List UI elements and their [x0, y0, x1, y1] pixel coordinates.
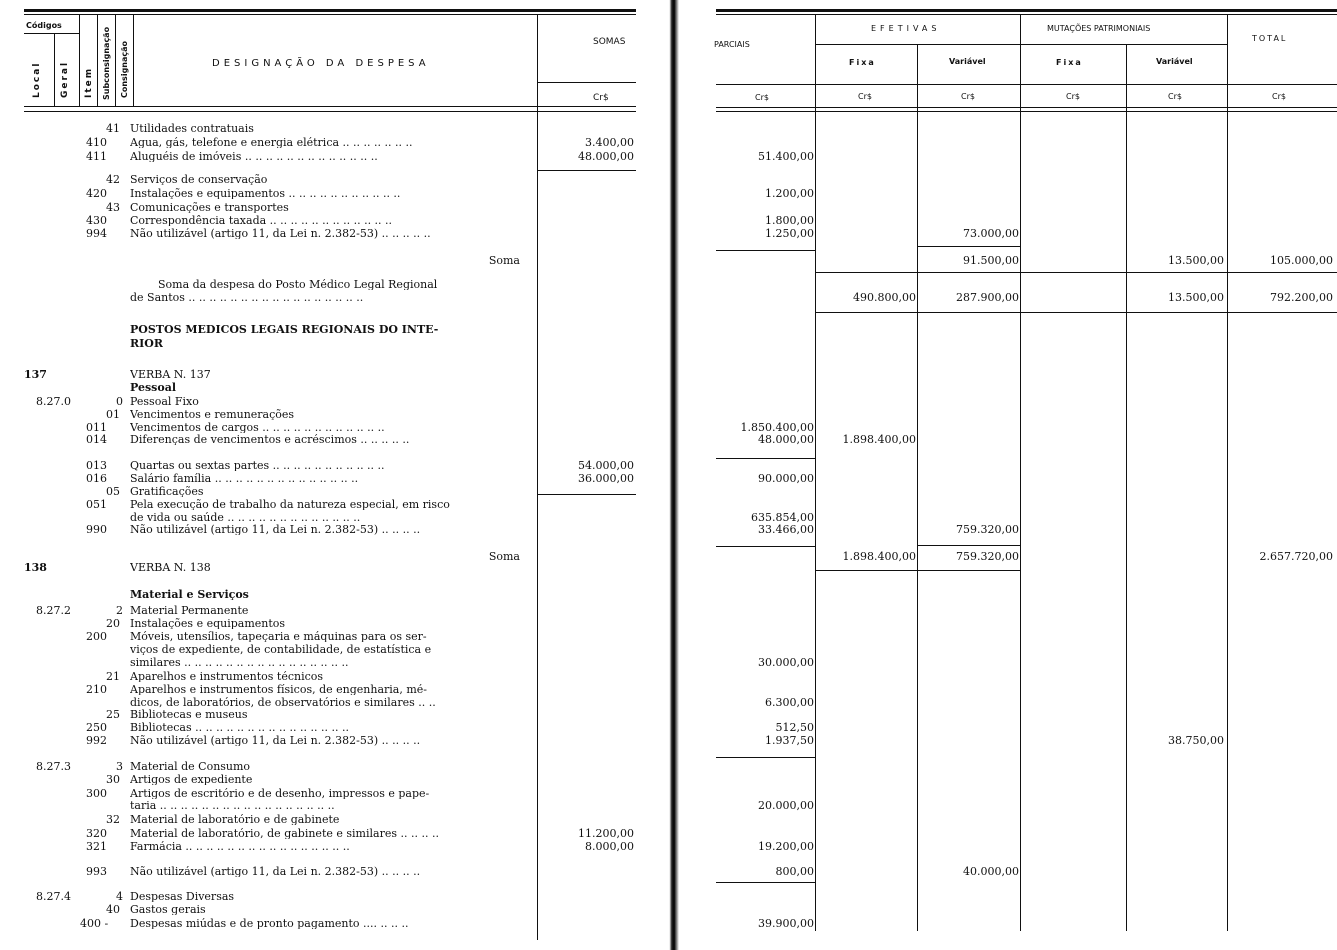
- row-description: Farmácia .. .. .. .. .. .. .. .. .. .. .. .. .. .. .. ..: [130, 841, 350, 852]
- row-parcial-value: 1.937,50: [765, 734, 814, 747]
- row-parcial-value: 51.400,00: [758, 150, 814, 163]
- row-total-value: 792.200,00: [1270, 291, 1333, 304]
- row-item-code: 992: [86, 734, 107, 747]
- row-item-code: 014: [86, 433, 107, 446]
- row-mutacao-variavel-value: 13.500,00: [1168, 291, 1224, 304]
- row-item-code: 016: [86, 472, 107, 485]
- row-item-code: 20: [106, 617, 120, 630]
- row-parcial-value: 512,50: [775, 721, 814, 734]
- total-header: TOTAL: [1252, 34, 1288, 43]
- col-sep-somas: [537, 14, 538, 940]
- row-description: Aparelhos e instrumentos físicos, de engenharia, mé-: [130, 684, 427, 695]
- row-item-code: 2: [116, 604, 123, 617]
- row-description: Salário família .. .. .. .. .. .. .. .. .. .. .. .. .. ..: [130, 473, 359, 484]
- row-item-code: 051: [86, 498, 107, 511]
- row-parcial-value: 30.000,00: [758, 656, 814, 669]
- somas-header: SOMAS: [593, 37, 626, 47]
- col-subconsignacao: Subconsignação: [102, 26, 111, 100]
- row-description: de Santos .. .. .. .. .. .. .. .. .. .. .. .. .. .. .. .. ..: [130, 292, 364, 303]
- row-parcial-value: 19.200,00: [758, 840, 814, 853]
- row-description: de vida ou saúde .. .. .. .. .. .. .. .. .. .. .. .. ..: [130, 512, 361, 523]
- parcial-rule-2: [716, 458, 815, 459]
- somas-currency: Cr$: [593, 93, 609, 103]
- codigos-underline: [24, 33, 79, 34]
- col-sep-parciais: [815, 14, 816, 931]
- row-efetiva-variavel-value: 759.320,00: [956, 523, 1019, 536]
- row-item-code: 42: [106, 173, 120, 186]
- row-geral-code: 8.27.4: [36, 890, 71, 903]
- row-description: Quartas ou sextas partes .. .. .. .. .. .. .. .. .. .. ..: [130, 460, 385, 471]
- parcial-rule-1: [716, 250, 815, 251]
- row-item-code: 01: [106, 408, 120, 421]
- row-soma-value: 8.000,00: [585, 840, 634, 853]
- row-item-code: 200: [86, 630, 107, 643]
- row-description: Instalações e equipamentos: [130, 618, 286, 629]
- fixa2-currency: Cr$: [1066, 92, 1080, 101]
- somas-rule-1: [537, 170, 636, 171]
- row-efetiva-variavel-value: 40.000,00: [963, 865, 1019, 878]
- variavel2-header: Variável: [1156, 57, 1193, 66]
- row-item-code: 993: [86, 865, 107, 878]
- header-rule-right: [716, 84, 1337, 85]
- row-efetiva-fixa-value: 1.898.400,00: [842, 550, 916, 563]
- variavel2-currency: Cr$: [1168, 92, 1182, 101]
- row-description: Agua, gás, telefone e energia elétrica .. .. .. .. .. .. ..: [130, 137, 413, 148]
- row-description: Material de laboratório e de gabinete: [130, 814, 340, 825]
- row-parcial-value: 33.466,00: [758, 523, 814, 536]
- row-description: Pessoal Fixo: [130, 396, 199, 407]
- row-item-code: 3: [116, 760, 123, 773]
- row-soma-value: 48.000,00: [578, 150, 634, 163]
- col-sep-mutacoes: [1227, 14, 1228, 931]
- row-item-code: 430: [86, 214, 107, 227]
- row-item-code: 410: [86, 136, 107, 149]
- row-description: Gratificações: [130, 486, 204, 497]
- row-item-code: 4: [116, 890, 123, 903]
- variavel1-currency: Cr$: [961, 92, 975, 101]
- variavel1-header: Variável: [949, 57, 986, 66]
- col-consignacao: Consignação: [120, 40, 129, 98]
- row-item-code: 400 -: [80, 917, 109, 930]
- col-sep-4: [115, 14, 116, 106]
- row-description: VERBA N. 138: [130, 562, 211, 573]
- col-item: Item: [84, 66, 94, 98]
- section-heading: Material e Serviços: [130, 589, 249, 600]
- row-item-code: 411: [86, 150, 107, 163]
- row-item-code: 420: [86, 187, 107, 200]
- total-currency: Cr$: [1272, 92, 1286, 101]
- row-efetiva-variavel-value: 91.500,00: [963, 254, 1019, 267]
- col-sep-fixa1: [917, 44, 918, 931]
- header-bottom-rule-right: [716, 107, 1337, 108]
- soma-rule-2: [815, 312, 1337, 313]
- row-efetiva-fixa-value: 1.898.400,00: [842, 433, 916, 446]
- designacao-header: DESIGNAÇÃO DA DESPESA: [212, 58, 430, 69]
- row-mutacao-variavel-value: 38.750,00: [1168, 734, 1224, 747]
- row-item-code: 994: [86, 227, 107, 240]
- section-heading: Pessoal: [130, 382, 177, 393]
- row-parcial-value: 39.900,00: [758, 917, 814, 930]
- parciais-currency: Cr$: [755, 93, 769, 102]
- row-parcial-value: 1.200,00: [765, 187, 814, 200]
- row-item-code: 210: [86, 683, 107, 696]
- col-sep-5: [133, 14, 134, 106]
- row-description: Instalações e equipamentos .. .. .. .. .. .. .. .. .. .. ..: [130, 188, 401, 199]
- soma-label: Soma: [488, 254, 520, 267]
- row-item-code: 40: [106, 903, 120, 916]
- efetivas-mutacoes-rule: [815, 44, 1227, 45]
- row-efetiva-variavel-value: 73.000,00: [963, 227, 1019, 240]
- row-description: Pela execução de trabalho da natureza especial, em risco: [130, 499, 450, 510]
- row-item-code: 30: [106, 773, 120, 786]
- header-bottom-rule-left: [24, 106, 636, 107]
- var1-rule-2: [917, 545, 1020, 546]
- row-description: Utilidades contratuais: [130, 123, 254, 134]
- row-description: Artigos de escritório e de desenho, impressos e pape-: [130, 788, 430, 799]
- section-heading: POSTOS MÉDICOS LEGAIS REGIONAIS DO INTE-: [130, 324, 439, 335]
- row-item-code: 250: [86, 721, 107, 734]
- row-item-code: 43: [106, 201, 120, 214]
- row-description: similares .. .. .. .. .. .. .. .. .. .. .. .. .. .. .. ..: [130, 657, 349, 668]
- row-description: Soma da despesa do Posto Médico Legal Regional: [158, 279, 438, 290]
- section-heading: RIOR: [130, 338, 164, 349]
- row-item-code: 320: [86, 827, 107, 840]
- header-bottom-rule-right-2: [716, 111, 1337, 112]
- row-parcial-value: 90.000,00: [758, 472, 814, 485]
- col-sep-2: [79, 14, 80, 106]
- row-item-code: 21: [106, 670, 120, 683]
- row-item-code: 990: [86, 523, 107, 536]
- row-parcial-value: 1.250,00: [765, 227, 814, 240]
- row-description: Artigos de expediente: [130, 774, 253, 785]
- row-local-code: 138: [24, 561, 47, 574]
- row-description: Gastos gerais: [130, 904, 206, 915]
- row-item-code: 321: [86, 840, 107, 853]
- row-description: viços de expediente, de contabilidade, de estatística e: [130, 644, 432, 655]
- row-geral-code: 8.27.3: [36, 760, 71, 773]
- row-total-value: 2.657.720,00: [1259, 550, 1333, 563]
- row-description: Não utilizável (artigo 11, da Lei n. 2.382-53) .. .. .. ..: [130, 735, 421, 746]
- row-item-code: 011: [86, 421, 107, 434]
- row-efetiva-variavel-value: 287.900,00: [956, 291, 1019, 304]
- row-geral-code: 8.27.2: [36, 604, 71, 617]
- row-parcial-value: 635.854,00: [751, 511, 814, 524]
- row-description: Bibliotecas e museus: [130, 709, 248, 720]
- col-sep-3: [97, 14, 98, 106]
- row-soma-value: 54.000,00: [578, 459, 634, 472]
- row-parcial-value: 20.000,00: [758, 799, 814, 812]
- header-bottom-rule-left-2: [24, 111, 636, 112]
- row-efetiva-variavel-value: 759.320,00: [956, 550, 1019, 563]
- row-description: Aluguéis de imóveis .. .. .. .. .. .. .. .. .. .. .. .. ..: [130, 151, 378, 162]
- row-parcial-value: 800,00: [775, 865, 814, 878]
- row-description: Despesas Diversas: [130, 891, 235, 902]
- col-geral: Geral: [60, 60, 70, 98]
- row-description: Material de Consumo: [130, 761, 251, 772]
- soma-label: Soma: [488, 550, 520, 563]
- parcial-rule-3: [716, 546, 815, 547]
- row-parcial-value: 1.850.400,00: [740, 421, 814, 434]
- row-description: Não utilizável (artigo 11, da Lei n. 2.382-53) .. .. .. ..: [130, 524, 421, 535]
- row-description: Comunicações e transportes: [130, 202, 289, 213]
- row-soma-value: 36.000,00: [578, 472, 634, 485]
- parcial-rule-5: [716, 882, 815, 883]
- row-description: Não utilizável (artigo 11, da Lei n. 2.382-53) .. .. .. .. ..: [130, 228, 431, 239]
- row-description: Correspondência taxada .. .. .. .. .. .. .. .. .. .. .. ..: [130, 215, 393, 226]
- col-sep-fixa2: [1126, 44, 1127, 931]
- col-local: Local: [32, 61, 42, 98]
- row-description: Bibliotecas .. .. .. .. .. .. .. .. .. .. .. .. .. .. ..: [130, 722, 349, 733]
- row-parcial-value: 48.000,00: [758, 433, 814, 446]
- row-local-code: 137: [24, 368, 47, 381]
- row-soma-value: 11.200,00: [578, 827, 634, 840]
- row-description: Vencimentos e remunerações: [130, 409, 295, 420]
- row-parcial-value: 6.300,00: [765, 696, 814, 709]
- row-description: dicos, de laboratórios, de observatórios e similares .. ..: [130, 697, 436, 708]
- row-item-code: 013: [86, 459, 107, 472]
- fixa2-header: Fixa: [1056, 58, 1083, 67]
- fixa1-currency: Cr$: [858, 92, 872, 101]
- row-geral-code: 8.27.0: [36, 395, 71, 408]
- row-mutacao-variavel-value: 13.500,00: [1168, 254, 1224, 267]
- fixa1-header: Fixa: [849, 58, 876, 67]
- row-description: Móveis, utensílios, tapeçaria e máquinas para os ser-: [130, 631, 427, 642]
- row-soma-value: 3.400,00: [585, 136, 634, 149]
- row-item-code: 41: [106, 122, 120, 135]
- row-parcial-value: 1.800,00: [765, 214, 814, 227]
- row-description: Material Permanente: [130, 605, 249, 616]
- var1-rule-1: [917, 246, 1020, 247]
- codigos-label: Códigos: [26, 21, 62, 30]
- row-description: Despesas miúdas e de pronto pagamento .... .. .. ..: [130, 918, 409, 929]
- row-description: Não utilizável (artigo 11, da Lei n. 2.382-53) .. .. .. ..: [130, 866, 421, 877]
- parcial-rule-4: [716, 757, 815, 758]
- top-rule-left: [24, 9, 636, 12]
- row-description: Material de laboratório, de gabinete e similares .. .. .. ..: [130, 828, 439, 839]
- row-description: Vencimentos de cargos .. .. .. .. .. .. .. .. .. .. .. ..: [130, 422, 385, 433]
- row-item-code: 300: [86, 787, 107, 800]
- somas-rule-2: [537, 494, 636, 495]
- somas-sub-rule: [537, 82, 636, 83]
- book-gutter: [663, 0, 679, 950]
- top-rule-right: [716, 9, 1337, 12]
- row-description: Serviços de conservação: [130, 174, 268, 185]
- row-item-code: 0: [116, 395, 123, 408]
- row-description: taria .. .. .. .. .. .. .. .. .. .. .. .. .. .. .. .. ..: [130, 800, 335, 811]
- row-description: Diferenças de vencimentos e acréscimos .. .. .. .. ..: [130, 434, 410, 445]
- mutacoes-header: MUTAÇÕES PATRIMONIAIS: [1047, 24, 1151, 33]
- parciais-header: PARCIAIS: [714, 40, 750, 49]
- row-efetiva-fixa-value: 490.800,00: [853, 291, 916, 304]
- row-total-value: 105.000,00: [1270, 254, 1333, 267]
- top-rule-right-thin: [716, 14, 1337, 15]
- col-sep-1: [54, 33, 55, 106]
- row-description: Aparelhos e instrumentos técnicos: [130, 671, 324, 682]
- efetivas-header: EFETIVAS: [871, 24, 941, 33]
- col-sep-efetivas: [1020, 14, 1021, 931]
- soma-rule-3: [815, 570, 1020, 571]
- row-item-code: 32: [106, 813, 120, 826]
- soma-rule-1: [815, 272, 1337, 273]
- row-description: VERBA N. 137: [130, 369, 211, 380]
- row-item-code: 05: [106, 485, 120, 498]
- row-item-code: 25: [106, 708, 120, 721]
